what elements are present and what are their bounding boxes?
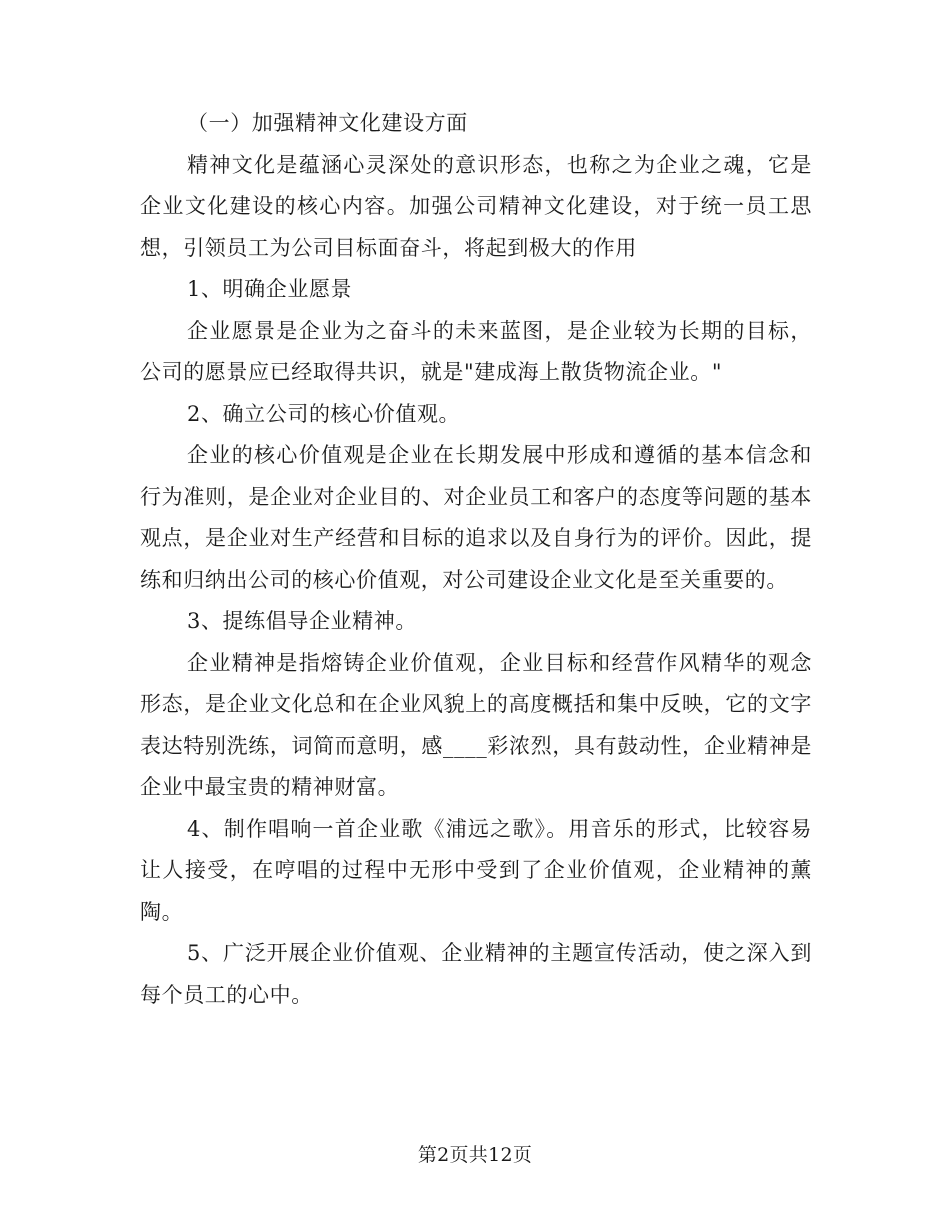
paragraph-spiritual-culture: 精神文化是蕴涵心灵深处的意识形态，也称之为企业之魂，它是企业文化建设的核心内容。加强公司精神文化建设，对于统一员工思想，引领员工为公司目标面奋斗，将起到极大的作用 [140,152,812,260]
item-heading-core-values: 2、确立公司的核心价值观。 [187,401,461,426]
item-company-song: 4、制作唱响一首企业歌《浦远之歌》。用音乐的形式，比较容易让人接受，在哼唱的过程中无形中受到了企业价值观，企业精神的薰陶。 [140,816,812,924]
item-heading-vision: 1、明确企业愿景 [187,277,353,301]
document-body [140,103,812,1016]
paragraph-core-values: 企业的核心价值观是企业在长期发展中形成和遵循的基本信念和行为准则，是企业对企业目的、对企业员工和客户的态度等问题的基本观点，是企业对生产经营和目标的追求以及自身行为的评价。因此，提练和归纳出公司的核心价值观，对公司建设企业文化是至关重要的。 [140,443,812,592]
paragraph-vision: 企业愿景是企业为之奋斗的未来蓝图，是企业较为长期的目标，公司的愿景应已经取得共识，就是"建成海上散货物流企业。" [140,318,812,384]
paragraph-enterprise-spirit: 企业精神是指熔铸企业价值观，企业目标和经营作风精华的观念形态，是企业文化总和在企业风貌上的高度概括和集中反映，它的文字表达特别洗练，词简而意明，感____彩浓烈，具有鼓动性，企业精神是企业中最宝贵的精神财富。 [140,650,812,799]
item-heading-enterprise-spirit: 3、提练倡导企业精神。 [187,609,417,633]
section-heading: （一）加强精神文化建设方面 [187,111,468,135]
item-publicity-activities: 5、广泛开展企业价值观、企业精神的主题宣传活动，使之深入到每个员工的心中。 [140,941,812,1007]
page-number: 第2页共12页 [417,1144,533,1166]
